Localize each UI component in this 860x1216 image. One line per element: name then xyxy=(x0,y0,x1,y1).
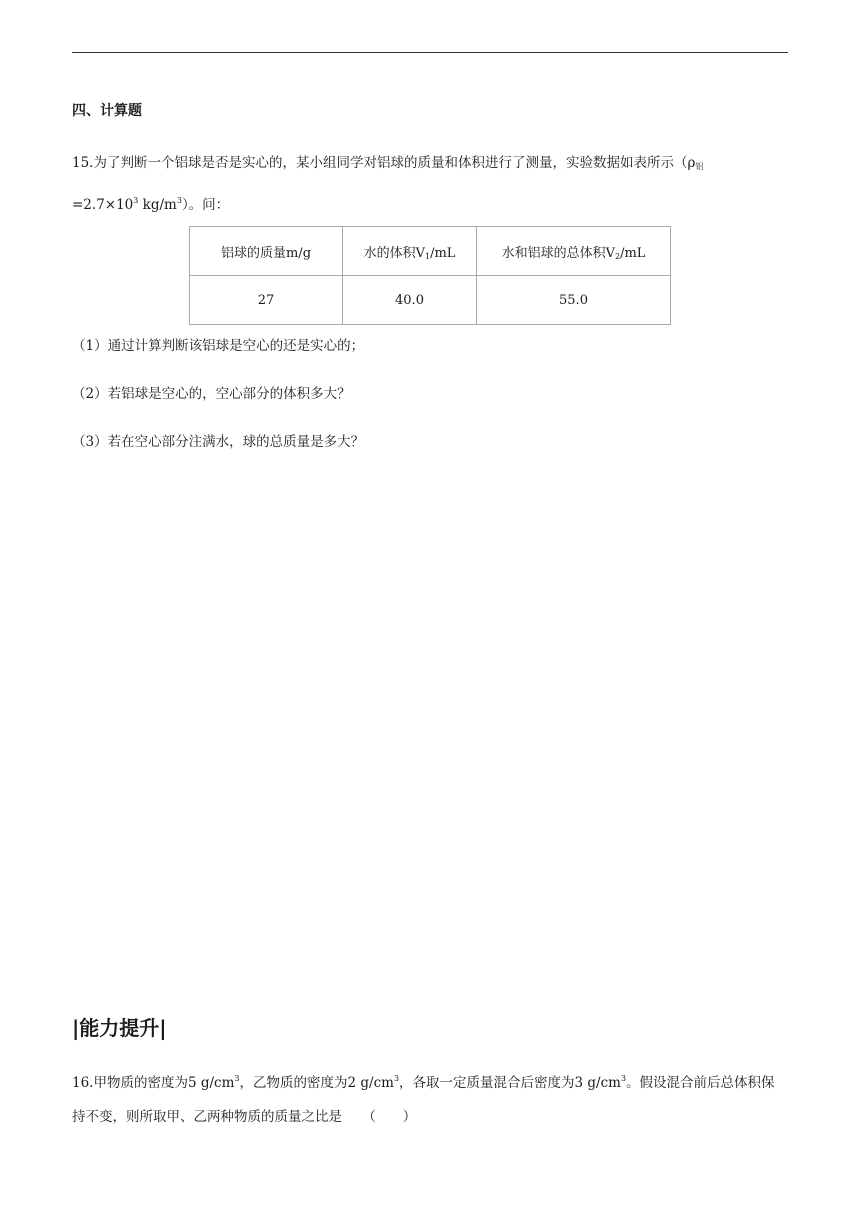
sub-question-2: （2）若铝球是空心的，空心部分的体积多大？ xyxy=(72,386,351,402)
table-cell-total-volume: 55.0 xyxy=(477,276,671,325)
table-header-total-volume: 水和铝球的总体积$V_2/mL$ xyxy=(477,227,671,276)
q15-stem: 15.为了判断一个铝球是否是实心的，某小组同学对铝球的质量和体积进行了测量，实验数据如表所示（ρ xyxy=(72,155,696,171)
sub-question-3: （3）若在空心部分注满水，球的总质量是多大？ xyxy=(72,434,365,450)
header-rule xyxy=(72,52,788,53)
q15-unit: kg/m xyxy=(138,197,177,213)
section-title-ability: |能力提升| xyxy=(72,1016,167,1040)
table-cell-mass: 27 xyxy=(190,276,343,325)
table-header-mass: 铝球的质量m/g xyxy=(190,227,343,276)
q15-exponent: 3 xyxy=(133,196,139,205)
q15-density-value: =2.7×10 xyxy=(72,197,134,213)
q15-unit-exponent: 3 xyxy=(176,196,182,205)
data-table xyxy=(189,226,671,325)
question-16-text: 16.甲物质的密度为5 $g/cm^3$，乙物质的密度为2 $g/cm^3$，各取一定质量混合后密度为3 $g/cm^3$。假设混合前后总体积保持不变，则所取甲、乙两种物质的质量之比是 （ ） xyxy=(72,1074,775,1125)
question-15-text xyxy=(72,146,788,222)
section-title: 四、计算题 xyxy=(72,103,142,119)
sub-question-1: （1）通过计算判断该铝球是空心的还是实心的； xyxy=(72,338,365,354)
rho-subscript: 铝 xyxy=(695,162,704,171)
q15-ask: ）。问： xyxy=(181,197,230,213)
table-header-row xyxy=(190,227,671,276)
table-header-water-volume: 水的体积$V_1/mL$ xyxy=(343,227,477,276)
table-cell-water-volume: 40.0 xyxy=(343,276,477,325)
table-row xyxy=(190,276,671,325)
